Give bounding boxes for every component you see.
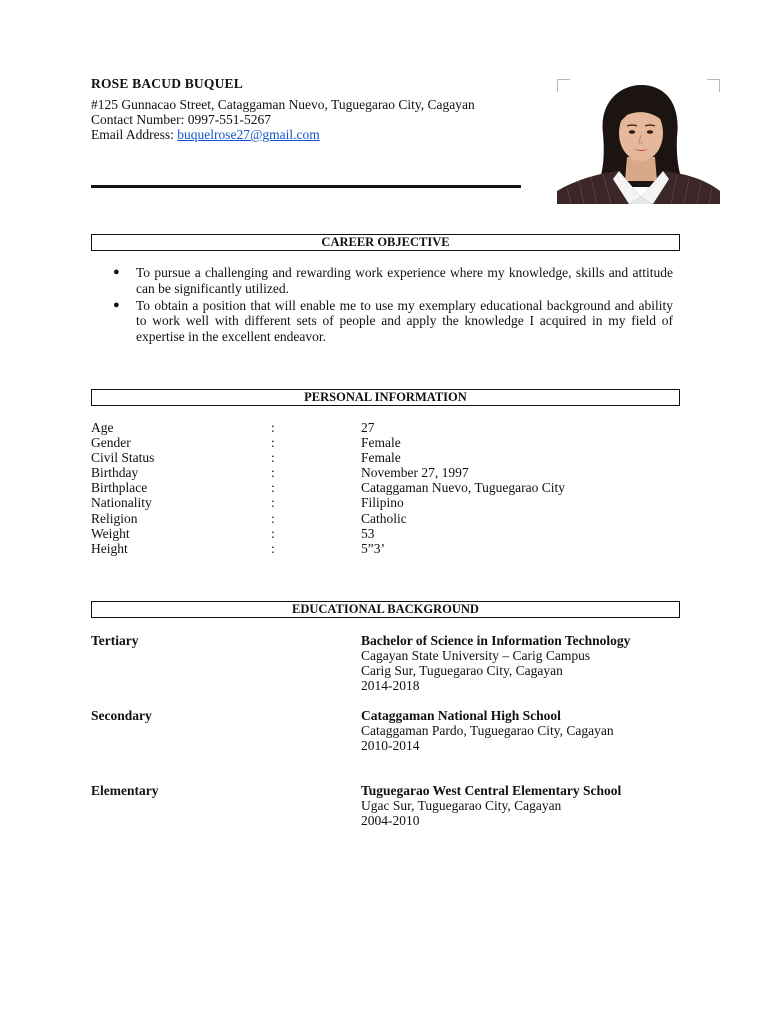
info-label: Civil Status: [91, 450, 155, 466]
education-detail: [361, 783, 621, 828]
info-separator: :: [271, 465, 275, 481]
info-row-height: [91, 541, 691, 556]
info-separator: :: [271, 495, 275, 511]
info-label: Nationality: [91, 495, 152, 511]
info-label: Height: [91, 540, 128, 556]
info-separator: :: [271, 510, 275, 526]
school-name: Cataggaman National High School: [361, 708, 561, 723]
info-label: Religion: [91, 510, 138, 526]
header-divider: [91, 185, 521, 188]
education-line: 2004-2010: [361, 813, 420, 829]
list-item: [113, 265, 673, 297]
education-line: 2014-2018: [361, 678, 420, 694]
school-name: Bachelor of Science in Information Technology: [361, 633, 631, 648]
info-value: Filipino: [361, 495, 404, 511]
info-separator: :: [271, 525, 275, 541]
profile-photo-frame: [557, 79, 720, 204]
list-item: [113, 298, 673, 345]
info-label: Weight: [91, 525, 130, 541]
education-detail: [361, 633, 630, 693]
resume-header: [91, 76, 531, 142]
education-line: Carig Sur, Tuguegarao City, Cagayan: [361, 663, 563, 679]
personal-information-heading: PERSONAL INFORMATION: [91, 389, 680, 406]
info-separator: :: [271, 435, 275, 451]
objective-text: To pursue a challenging and rewarding work experience where my knowledge, skills and attitude can be significantly utilized.: [136, 265, 673, 296]
info-row-religion: [91, 511, 691, 526]
education-line: 2010-2014: [361, 738, 420, 754]
applicant-name: ROSE BACUD BUQUEL: [91, 76, 243, 91]
info-row-civil-status: [91, 450, 691, 465]
info-row-weight: [91, 526, 691, 541]
info-value: Catholic: [361, 510, 407, 526]
personal-info-table: [91, 420, 691, 556]
info-value: 27: [361, 420, 375, 435]
photo-corner-mark: [707, 79, 720, 92]
info-value: 53: [361, 525, 375, 541]
educational-background-heading: EDUCATIONAL BACKGROUND: [91, 601, 680, 618]
info-row-age: [91, 420, 691, 435]
info-value: 5”3’: [361, 540, 385, 556]
education-level: Secondary: [91, 708, 152, 723]
email-label: Email Address:: [91, 127, 178, 142]
photo-corner-mark: [557, 79, 570, 92]
info-row-nationality: [91, 495, 691, 510]
info-label: Gender: [91, 435, 131, 451]
objective-text: To obtain a position that will enable me to use my exemplary educational background and ability to work well with different sets of people and apply the knowledge I acquired in my field of expertise in the excellent endeavor.: [136, 297, 673, 345]
objectives-list: [113, 265, 673, 346]
education-line: Cataggaman Pardo, Tuguegarao City, Cagayan: [361, 723, 614, 739]
email-line: [91, 127, 531, 142]
bullet-icon: ●: [113, 266, 120, 278]
info-row-gender: [91, 435, 691, 450]
education-line: Cagayan State University – Carig Campus: [361, 648, 591, 664]
info-label: Age: [91, 420, 114, 435]
info-separator: :: [271, 540, 275, 556]
school-name: Tuguegarao West Central Elementary School: [361, 783, 622, 798]
info-label: Birthplace: [91, 480, 148, 496]
education-line: Ugac Sur, Tuguegarao City, Cagayan: [361, 798, 562, 814]
info-row-birthday: [91, 465, 691, 480]
info-separator: :: [271, 480, 275, 496]
address-line: #125 Gunnacao Street, Cataggaman Nuevo, Tuguegarao City, Cagayan: [91, 97, 475, 112]
info-row-birthplace: [91, 480, 691, 495]
education-level: Tertiary: [91, 633, 139, 648]
info-separator: :: [271, 450, 275, 466]
education-level: Elementary: [91, 783, 159, 798]
career-objective-heading: CAREER OBJECTIVE: [91, 234, 680, 251]
info-label: Birthday: [91, 465, 139, 481]
email-link[interactable]: buquelrose27@gmail.com: [177, 127, 320, 142]
info-value: Female: [361, 435, 401, 451]
contact-number-line: Contact Number: 0997-551-5267: [91, 112, 271, 127]
info-separator: :: [271, 420, 275, 435]
info-value: Female: [361, 450, 401, 466]
bullet-icon: ●: [113, 298, 120, 311]
education-detail: [361, 708, 614, 753]
info-value: Cataggaman Nuevo, Tuguegarao City: [361, 480, 565, 496]
profile-photo: [557, 79, 720, 204]
info-value: November 27, 1997: [361, 465, 469, 481]
